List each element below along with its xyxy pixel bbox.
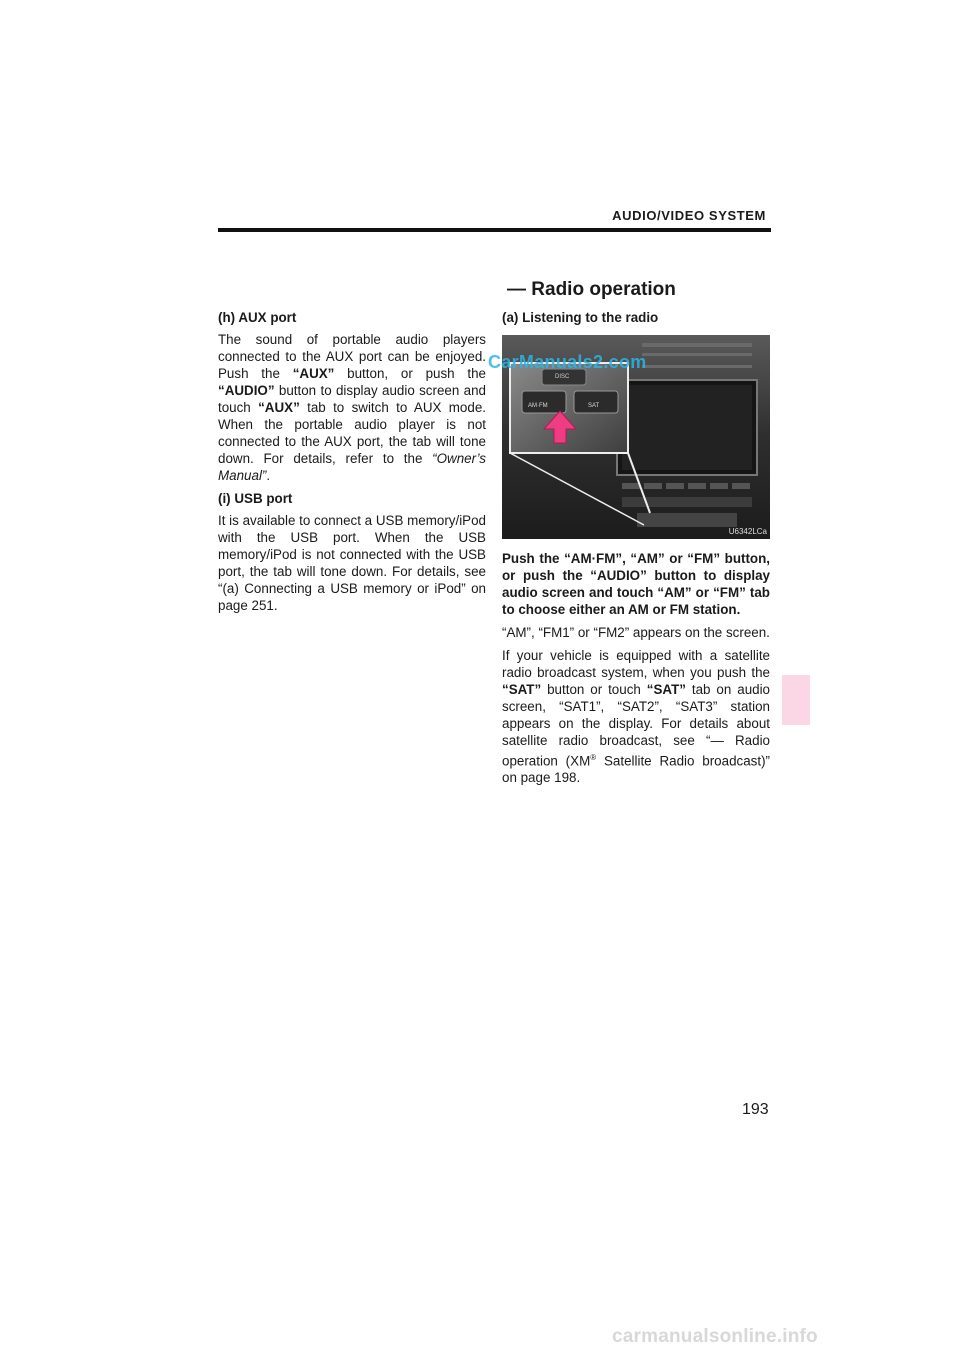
usb-port-heading: (i) USB port — [218, 491, 293, 506]
listening-heading: (a) Listening to the radio — [502, 310, 659, 325]
aux-port-heading: (h) AUX port — [218, 310, 297, 325]
sat-tab-ref: “SAT” — [646, 682, 686, 697]
usb-port-paragraph: It is available to connect a USB memory/iPod with the USB port. When the USB memory/iPod is not connected with the USB port, the tab will tone down. For details, see “(a) Connecting a USB memory or iPod” on page 251. — [218, 513, 486, 613]
aux-port-paragraph: The sound of portable audio players connected to the AUX port can be enjoyed. Push the “AUX” button, or push the “AUDIO” button to display audio screen and touch “AUX” tab to switch to AUX mode. When the portable audio player is not connected to the AUX port, the tab will tone down. For details, refer to the “Owner’s Manual”. — [218, 332, 487, 483]
instruction-paragraph: Push the “AM·FM”, “AM” or “FM” button, or push the “AUDIO” button to display audio screen and touch “AM” or “FM” tab to choose either an AM or FM station. — [502, 551, 770, 617]
satellite-paragraph: If your vehicle is equipped with a satellite radio broadcast system, when you push the “SAT” button or touch “SAT” tab on audio screen, “SAT1”, “SAT2”, “SAT3” station appears on the display. For details about satellite radio broadcast, see “— Radio operation (XM® Satellite Radio broadcast)” on page 198. — [502, 648, 771, 786]
audio-button-ref: “AUDIO” — [218, 383, 275, 398]
header-rule — [218, 228, 771, 232]
owners-manual-ref: “Owner’s Manual” — [218, 451, 486, 483]
sat-button-ref: “SAT” — [502, 682, 542, 697]
page-number: 193 — [742, 1101, 769, 1118]
amfm-button-label: AM·FM — [528, 403, 548, 409]
left-column — [218, 309, 486, 620]
aux-tab-ref: “AUX” — [258, 400, 300, 415]
watermark-top: CarManuals2.com — [488, 352, 647, 372]
right-column — [502, 309, 770, 331]
watermark-bottom: carmanualsonline.info — [612, 1326, 818, 1347]
sat-button-label: SAT — [588, 403, 600, 409]
right-column-lower — [502, 550, 770, 792]
disc-button-label: DISC — [555, 374, 570, 380]
section-tab-marker — [782, 675, 810, 725]
display-note-paragraph: “AM”, “FM1” or “FM2” appears on the screen. — [502, 625, 770, 640]
section-title: — Radio operation — [507, 279, 676, 300]
running-header: AUDIO/VIDEO SYSTEM — [612, 208, 766, 223]
aux-button-ref: “AUX” — [292, 366, 335, 381]
figure-code: U6342LCa — [728, 527, 767, 536]
